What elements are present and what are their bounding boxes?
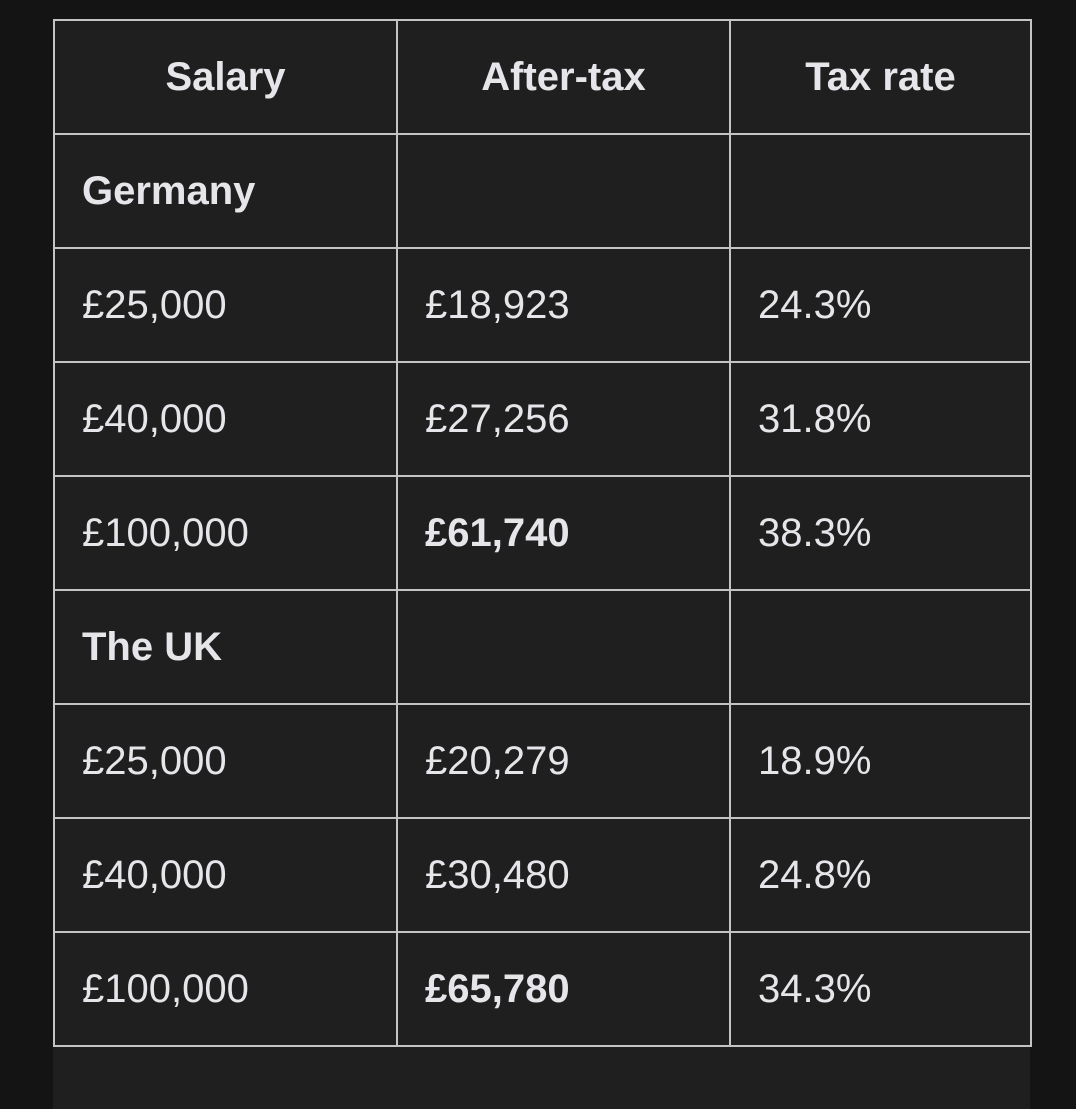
empty-cell — [730, 590, 1031, 704]
tax-rate-cell: 24.8% — [730, 818, 1031, 932]
tax-rate-cell: 38.3% — [730, 476, 1031, 590]
header-tax-rate: Tax rate — [730, 20, 1031, 134]
section-row-germany — [54, 134, 1031, 248]
table-body — [54, 134, 1031, 1046]
table-row — [54, 362, 1031, 476]
tax-rate-cell: 34.3% — [730, 932, 1031, 1046]
after-tax-cell: £30,480 — [397, 818, 730, 932]
table-container — [53, 19, 1030, 1109]
empty-cell — [730, 134, 1031, 248]
after-tax-cell: £18,923 — [397, 248, 730, 362]
tax-rate-cell: 18.9% — [730, 704, 1031, 818]
section-row-uk — [54, 590, 1031, 704]
salary-cell: £25,000 — [54, 704, 397, 818]
tax-rate-cell: 24.3% — [730, 248, 1031, 362]
salary-cell: £40,000 — [54, 362, 397, 476]
salary-cell: £25,000 — [54, 248, 397, 362]
salary-cell: £100,000 — [54, 476, 397, 590]
header-after-tax: After-tax — [397, 20, 730, 134]
after-tax-cell-highlighted: £61,740 — [397, 476, 730, 590]
table-row — [54, 818, 1031, 932]
header-row — [54, 20, 1031, 134]
salary-cell: £40,000 — [54, 818, 397, 932]
after-tax-cell: £20,279 — [397, 704, 730, 818]
after-tax-cell-highlighted: £65,780 — [397, 932, 730, 1046]
section-label: The UK — [54, 590, 397, 704]
table-row — [54, 476, 1031, 590]
salary-tax-table — [53, 19, 1032, 1047]
header-salary: Salary — [54, 20, 397, 134]
section-label: Germany — [54, 134, 397, 248]
tax-rate-cell: 31.8% — [730, 362, 1031, 476]
table-header — [54, 20, 1031, 134]
empty-cell — [397, 590, 730, 704]
table-row — [54, 932, 1031, 1046]
empty-cell — [397, 134, 730, 248]
table-row — [54, 704, 1031, 818]
table-row — [54, 248, 1031, 362]
after-tax-cell: £27,256 — [397, 362, 730, 476]
salary-cell: £100,000 — [54, 932, 397, 1046]
